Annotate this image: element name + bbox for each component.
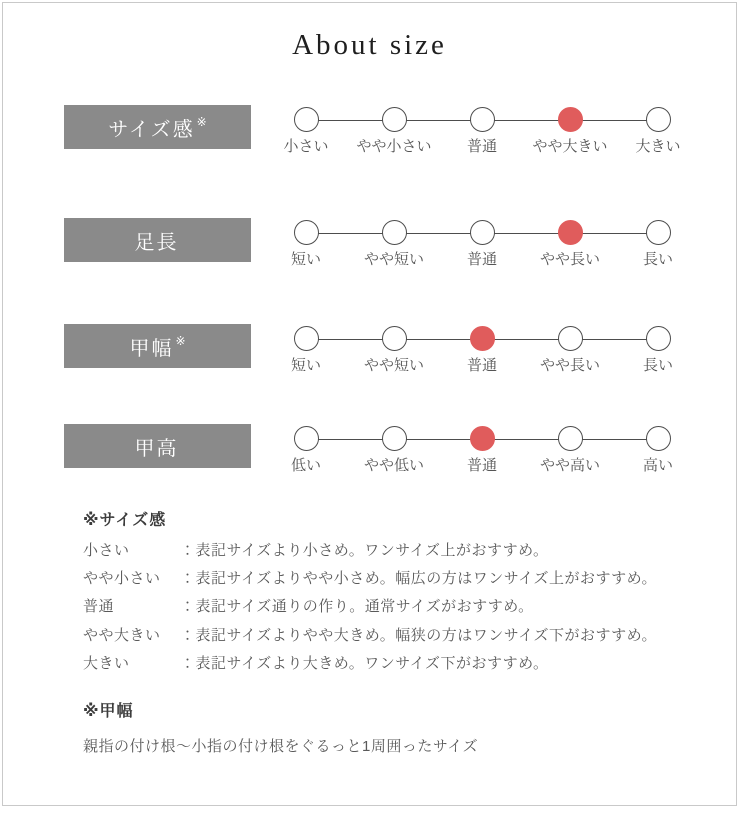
scale-option-label: 普通 — [466, 457, 497, 474]
scale-dot — [646, 326, 671, 351]
scale-option — [526, 218, 614, 269]
scale-option — [438, 218, 526, 269]
footnote-row — [83, 535, 657, 563]
row-label-text: 甲幅 — [129, 337, 174, 360]
scale-dot — [646, 220, 671, 245]
scale-option-label: 小さい — [283, 138, 329, 155]
scale-option — [262, 218, 350, 269]
scale-option-label: 普通 — [466, 357, 497, 374]
footnote-body: 親指の付け根〜小指の付け根をぐるっと1周囲ったサイズ — [83, 738, 479, 755]
scale-option — [614, 105, 702, 156]
scale-dot — [382, 326, 407, 351]
scale-row-foot-length — [3, 218, 736, 280]
footnote-term: 大きい — [83, 655, 130, 673]
scale-row-instep-width — [3, 324, 736, 386]
footnote-desc: ：表記サイズよりやや大きめ。幅狭の方はワンサイズ下がおすすめ。 — [180, 626, 658, 644]
scale-dot — [558, 326, 583, 351]
scale-option — [262, 105, 350, 156]
footnote-desc: ：表記サイズより大きめ。ワンサイズ下がおすすめ。 — [180, 655, 549, 673]
scale-row-instep-height — [3, 424, 736, 486]
scale-option — [350, 105, 438, 156]
size-guide-panel — [2, 2, 737, 806]
footnote-desc: ：表記サイズ通りの作り。通常サイズがおすすめ。 — [180, 598, 534, 616]
scale-dot-selected — [558, 107, 583, 132]
footnote-heading: ※甲幅 — [83, 703, 134, 720]
scale-option-label: 普通 — [466, 138, 497, 155]
scale-option — [438, 424, 526, 475]
scale-option-label: やや長い — [539, 251, 600, 268]
footnote-desc: ：表記サイズより小さめ。ワンサイズ上がおすすめ。 — [180, 541, 549, 559]
scale-option-label: やや小さい — [356, 138, 432, 155]
row-label-text: 足長 — [134, 231, 179, 254]
rating-scale — [262, 218, 702, 280]
scale-dot — [294, 220, 319, 245]
scale-dot — [294, 326, 319, 351]
scale-option-label: 短い — [290, 251, 321, 268]
footnote-term: 小さい — [83, 541, 130, 559]
footnote-row — [83, 649, 657, 677]
scale-dot — [646, 107, 671, 132]
scale-option — [614, 218, 702, 269]
scale-option — [526, 424, 614, 475]
instep-width-footnote — [83, 702, 478, 756]
scale-dot — [470, 220, 495, 245]
scale-dot — [470, 107, 495, 132]
scale-row-size-feel — [3, 105, 736, 167]
scale-option-label: 短い — [290, 357, 321, 374]
scale-dot-selected — [558, 220, 583, 245]
scale-dot — [382, 107, 407, 132]
scale-dot — [382, 426, 407, 451]
scale-option-label: やや低い — [363, 457, 424, 474]
footnote-marker: ※ — [175, 334, 186, 348]
scale-option — [614, 424, 702, 475]
row-label-foot-length — [64, 218, 251, 262]
scale-option — [262, 324, 350, 375]
footnote-marker: ※ — [196, 115, 207, 129]
scale-option — [350, 218, 438, 269]
scale-dot — [294, 107, 319, 132]
footnote-row — [83, 563, 657, 591]
footnote-term: やや小さい — [83, 570, 161, 588]
size-feel-footnote — [83, 511, 657, 677]
scale-dot — [646, 426, 671, 451]
scale-option — [438, 324, 526, 375]
row-label-text: 甲高 — [134, 437, 179, 460]
scale-option-label: 普通 — [466, 251, 497, 268]
scale-dot — [382, 220, 407, 245]
footnote-row — [83, 592, 657, 620]
scale-option-label: 大きい — [635, 138, 681, 155]
rating-scale — [262, 424, 702, 486]
rating-scale — [262, 105, 702, 167]
footnote-term: 普通 — [83, 598, 115, 616]
scale-option-label: 長い — [642, 251, 673, 268]
scale-dot-selected — [470, 426, 495, 451]
scale-dot — [558, 426, 583, 451]
page-title: About size — [292, 29, 447, 61]
scale-option — [350, 324, 438, 375]
scale-option-label: やや短い — [363, 251, 424, 268]
scale-option-label: 高い — [642, 457, 673, 474]
scale-option — [526, 105, 614, 156]
scale-option — [262, 424, 350, 475]
scale-option — [614, 324, 702, 375]
scale-option-label: 低い — [290, 457, 321, 474]
scale-option — [526, 324, 614, 375]
footnote-heading: ※サイズ感 — [83, 512, 167, 529]
scale-option — [350, 424, 438, 475]
scale-option-label: やや大きい — [532, 138, 608, 155]
scale-option-label: やや短い — [363, 357, 424, 374]
footnote-row — [83, 620, 657, 648]
footnote-term: やや大きい — [83, 626, 161, 644]
scale-option-label: やや高い — [539, 457, 600, 474]
row-label-size-feel — [64, 105, 251, 149]
row-label-instep-height — [64, 424, 251, 468]
rating-scale — [262, 324, 702, 386]
row-label-instep-width — [64, 324, 251, 368]
row-label-text: サイズ感 — [108, 118, 195, 141]
scale-option — [438, 105, 526, 156]
scale-option-label: 長い — [642, 357, 673, 374]
scale-dot — [294, 426, 319, 451]
footnote-desc: ：表記サイズよりやや小さめ。幅広の方はワンサイズ上がおすすめ。 — [180, 570, 658, 588]
scale-dot-selected — [470, 326, 495, 351]
scale-option-label: やや長い — [539, 357, 600, 374]
